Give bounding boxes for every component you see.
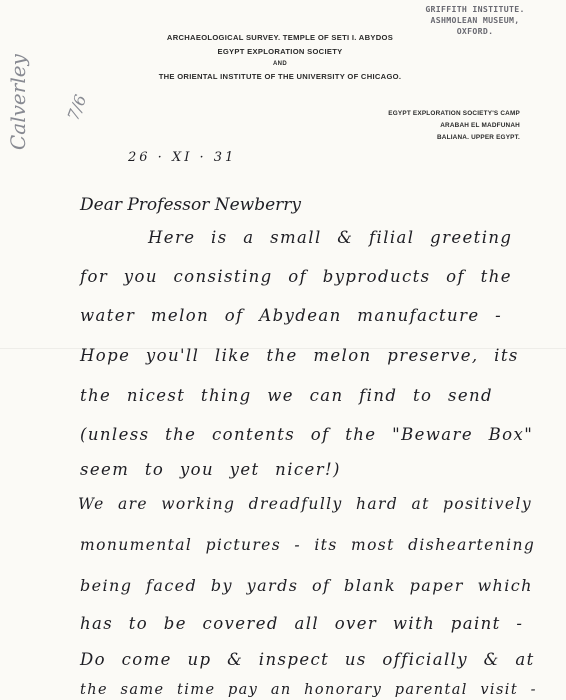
pencil-annotation-name: Calverley bbox=[6, 54, 30, 150]
letter-date: 26 · XI · 31 bbox=[128, 150, 237, 165]
body-line: Hope you'll like the melon preserve, its bbox=[80, 346, 519, 365]
body-line: monumental pictures - its most disheartening bbox=[80, 536, 536, 554]
letterhead-line-1: ARCHAEOLOGICAL SURVEY. TEMPLE OF SETI I. ABYDOS bbox=[166, 33, 394, 42]
camp-line-3: BALIANA. UPPER EGYPT. bbox=[436, 134, 520, 141]
body-line: (unless the contents of the "Beware Box" bbox=[80, 425, 534, 444]
camp-line-2: ARABAH EL MADFUNAH bbox=[440, 122, 520, 129]
camp-address bbox=[360, 108, 520, 144]
body-line: Do come up & inspect us officially & at bbox=[80, 650, 535, 669]
letterhead bbox=[110, 31, 450, 84]
body-line: the same time pay an honorary parental visit - bbox=[80, 682, 537, 698]
archive-stamp bbox=[420, 4, 530, 37]
body-line: water melon of Abydean manufacture - bbox=[80, 306, 503, 325]
pencil-annotation-number: 7/6 bbox=[63, 92, 91, 123]
stamp-line-3: OXFORD. bbox=[456, 26, 494, 36]
body-line: the nicest thing we can find to send bbox=[80, 386, 494, 405]
camp-line-1: EGYPT EXPLORATION SOCIETY'S CAMP bbox=[388, 110, 520, 117]
letterhead-line-2: EGYPT EXPLORATION SOCIETY bbox=[217, 47, 343, 56]
body-line: We are working dreadfully hard at positively bbox=[78, 495, 533, 513]
body-line: seem to you yet nicer!) bbox=[80, 460, 341, 479]
body-line: has to be covered all over with paint - bbox=[80, 614, 524, 633]
body-line: being faced by yards of blank paper which bbox=[80, 576, 533, 595]
body-line: Here is a small & filial greeting bbox=[148, 228, 513, 247]
letterhead-line-4: THE ORIENTAL INSTITUTE OF THE UNIVERSITY OF CHICAGO. bbox=[158, 72, 402, 81]
salutation: Dear Professor Newberry bbox=[80, 195, 302, 215]
letterhead-line-3: AND bbox=[273, 61, 287, 67]
stamp-line-1: GRIFFITH INSTITUTE. bbox=[425, 4, 525, 14]
body-line: for you consisting of byproducts of the bbox=[80, 267, 512, 286]
stamp-line-2: ASHMOLEAN MUSEUM, bbox=[430, 15, 520, 25]
